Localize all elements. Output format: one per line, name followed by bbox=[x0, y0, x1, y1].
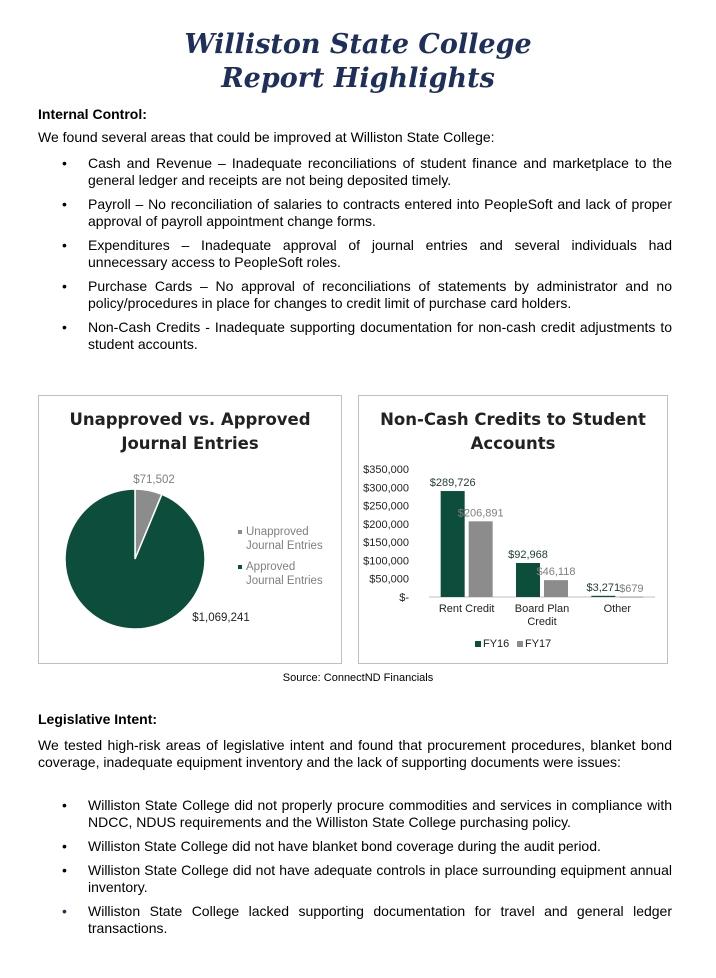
bullet-item bbox=[38, 903, 672, 937]
y-tick-label: $350,000 bbox=[363, 464, 409, 476]
legend-swatch bbox=[238, 530, 242, 534]
pie-chart-panel bbox=[38, 395, 342, 664]
bullet-text: Purchase Cards – No approval of reconciliations of statements by administrator and no policy/procedures in place for changes to credit limit of purchase card holders. bbox=[88, 278, 672, 311]
bullet-text: Williston State College lacked supporting documentation for travel and general ledger transactions. bbox=[88, 903, 672, 936]
pie-chart bbox=[39, 396, 341, 663]
bullet-dot-icon: • bbox=[62, 797, 67, 813]
legend-label: Unapproved bbox=[246, 526, 309, 538]
bar bbox=[544, 580, 568, 597]
bar bbox=[619, 597, 643, 598]
bullet-item bbox=[38, 797, 672, 831]
y-tick-label: $150,000 bbox=[363, 537, 409, 550]
legislative-intent-intro: We tested high-risk areas of legislative intent and found that procurement procedures, blanket bond coverage, inadequate equipment inventory and the lack of supporting documents were issues: bbox=[38, 737, 672, 770]
bar-value-label: $679 bbox=[619, 582, 644, 595]
bullet-text: Williston State College did not have adequate controls in place surrounding equipment annual inventory. bbox=[88, 862, 672, 895]
bullet-text: Williston State College did not properly procure commodities and services in compliance with NDCC, NDUS requirements and the Williston State College purchasing policy. bbox=[88, 797, 672, 830]
bullet-item bbox=[38, 155, 672, 189]
bullet-text: Non-Cash Credits - Inadequate supporting documentation for non-cash credit adjustments to student accounts. bbox=[88, 319, 672, 352]
legend-swatch bbox=[517, 641, 523, 647]
pie-value-label: $71,502 bbox=[133, 474, 175, 486]
legend-label: Journal Entries bbox=[246, 540, 323, 552]
bar-chart bbox=[359, 396, 667, 663]
legislative-intent-heading: Legislative Intent: bbox=[38, 711, 158, 727]
legislative-intent-list bbox=[38, 797, 672, 944]
y-tick-label: $100,000 bbox=[363, 555, 409, 568]
bullet-dot-icon: • bbox=[62, 196, 67, 212]
bar-value-label: $46,118 bbox=[536, 566, 576, 579]
bullet-item bbox=[38, 196, 672, 230]
bullet-item bbox=[38, 237, 672, 271]
y-tick-label: $- bbox=[399, 592, 409, 604]
y-tick-label: $300,000 bbox=[363, 482, 409, 495]
legend-label: Approved bbox=[246, 561, 296, 573]
x-tick-label: Board Plan bbox=[514, 603, 570, 615]
bullet-dot-icon: • bbox=[62, 903, 67, 919]
bullet-text: Williston State College did not have blanket bond coverage during the audit period. bbox=[88, 838, 601, 854]
report-title-line-2: Report Highlights bbox=[221, 63, 495, 94]
bar-chart-title-line-1: Non-Cash Credits to Student bbox=[380, 410, 646, 429]
bullet-dot-icon: • bbox=[62, 862, 67, 878]
legend-label: Journal Entries bbox=[246, 575, 323, 587]
y-tick-label: $50,000 bbox=[369, 573, 409, 586]
bullet-text: Payroll – No reconciliation of salaries to contracts entered into PeopleSoft and lack of proper approval of payroll appointment change forms. bbox=[88, 196, 672, 229]
legend-label: FY17 bbox=[525, 638, 552, 650]
y-tick-label: $200,000 bbox=[363, 518, 409, 531]
pie-slice bbox=[65, 489, 205, 629]
bullet-item bbox=[38, 838, 672, 855]
internal-control-heading: Internal Control: bbox=[38, 106, 147, 122]
x-tick-label: Rent Credit bbox=[438, 603, 495, 615]
bullet-item bbox=[38, 862, 672, 896]
bullet-dot-icon: • bbox=[62, 838, 67, 854]
legend-swatch bbox=[238, 565, 242, 569]
bar-value-label: $92,968 bbox=[508, 549, 548, 562]
bar-value-label: $289,726 bbox=[429, 477, 476, 490]
legend-swatch bbox=[475, 641, 481, 647]
bullet-dot-icon: • bbox=[62, 278, 67, 294]
bullet-text: Expenditures – Inadequate approval of journal entries and several individuals had unnecessary access to PeopleSoft roles. bbox=[88, 237, 672, 270]
y-tick-label: $250,000 bbox=[363, 500, 409, 513]
bullet-text: Cash and Revenue – Inadequate reconciliations of student finance and marketplace to the general ledger and receipts are not being deposited timely. bbox=[88, 155, 672, 188]
bullet-dot-icon: • bbox=[62, 319, 67, 335]
pie-chart-title-line-2: Journal Entries bbox=[121, 434, 259, 453]
pie-chart-title-line-1: Unapproved vs. Approved bbox=[69, 410, 311, 429]
bullet-dot-icon: • bbox=[62, 237, 67, 253]
bullet-dot-icon: • bbox=[62, 155, 67, 171]
internal-control-intro: We found several areas that could be improved at Williston State College: bbox=[38, 129, 495, 145]
legend-label: FY16 bbox=[483, 638, 510, 650]
bullet-item bbox=[38, 319, 672, 353]
bar-chart-title-line-2: Accounts bbox=[470, 434, 556, 453]
bar-value-label: $3,271 bbox=[586, 581, 621, 594]
x-tick-label: Credit bbox=[527, 616, 557, 628]
report-title-line-1: Williston State College bbox=[184, 29, 532, 60]
pie-value-label: $1,069,241 bbox=[192, 612, 250, 624]
bullet-item bbox=[38, 278, 672, 312]
internal-control-list bbox=[38, 155, 672, 360]
x-tick-label: Other bbox=[603, 603, 632, 615]
bar-chart-panel bbox=[358, 395, 668, 664]
bar bbox=[591, 596, 615, 597]
bar-value-label: $206,891 bbox=[457, 507, 504, 520]
bar bbox=[469, 521, 493, 597]
source-caption: Source: ConnectND Financials bbox=[282, 672, 434, 684]
